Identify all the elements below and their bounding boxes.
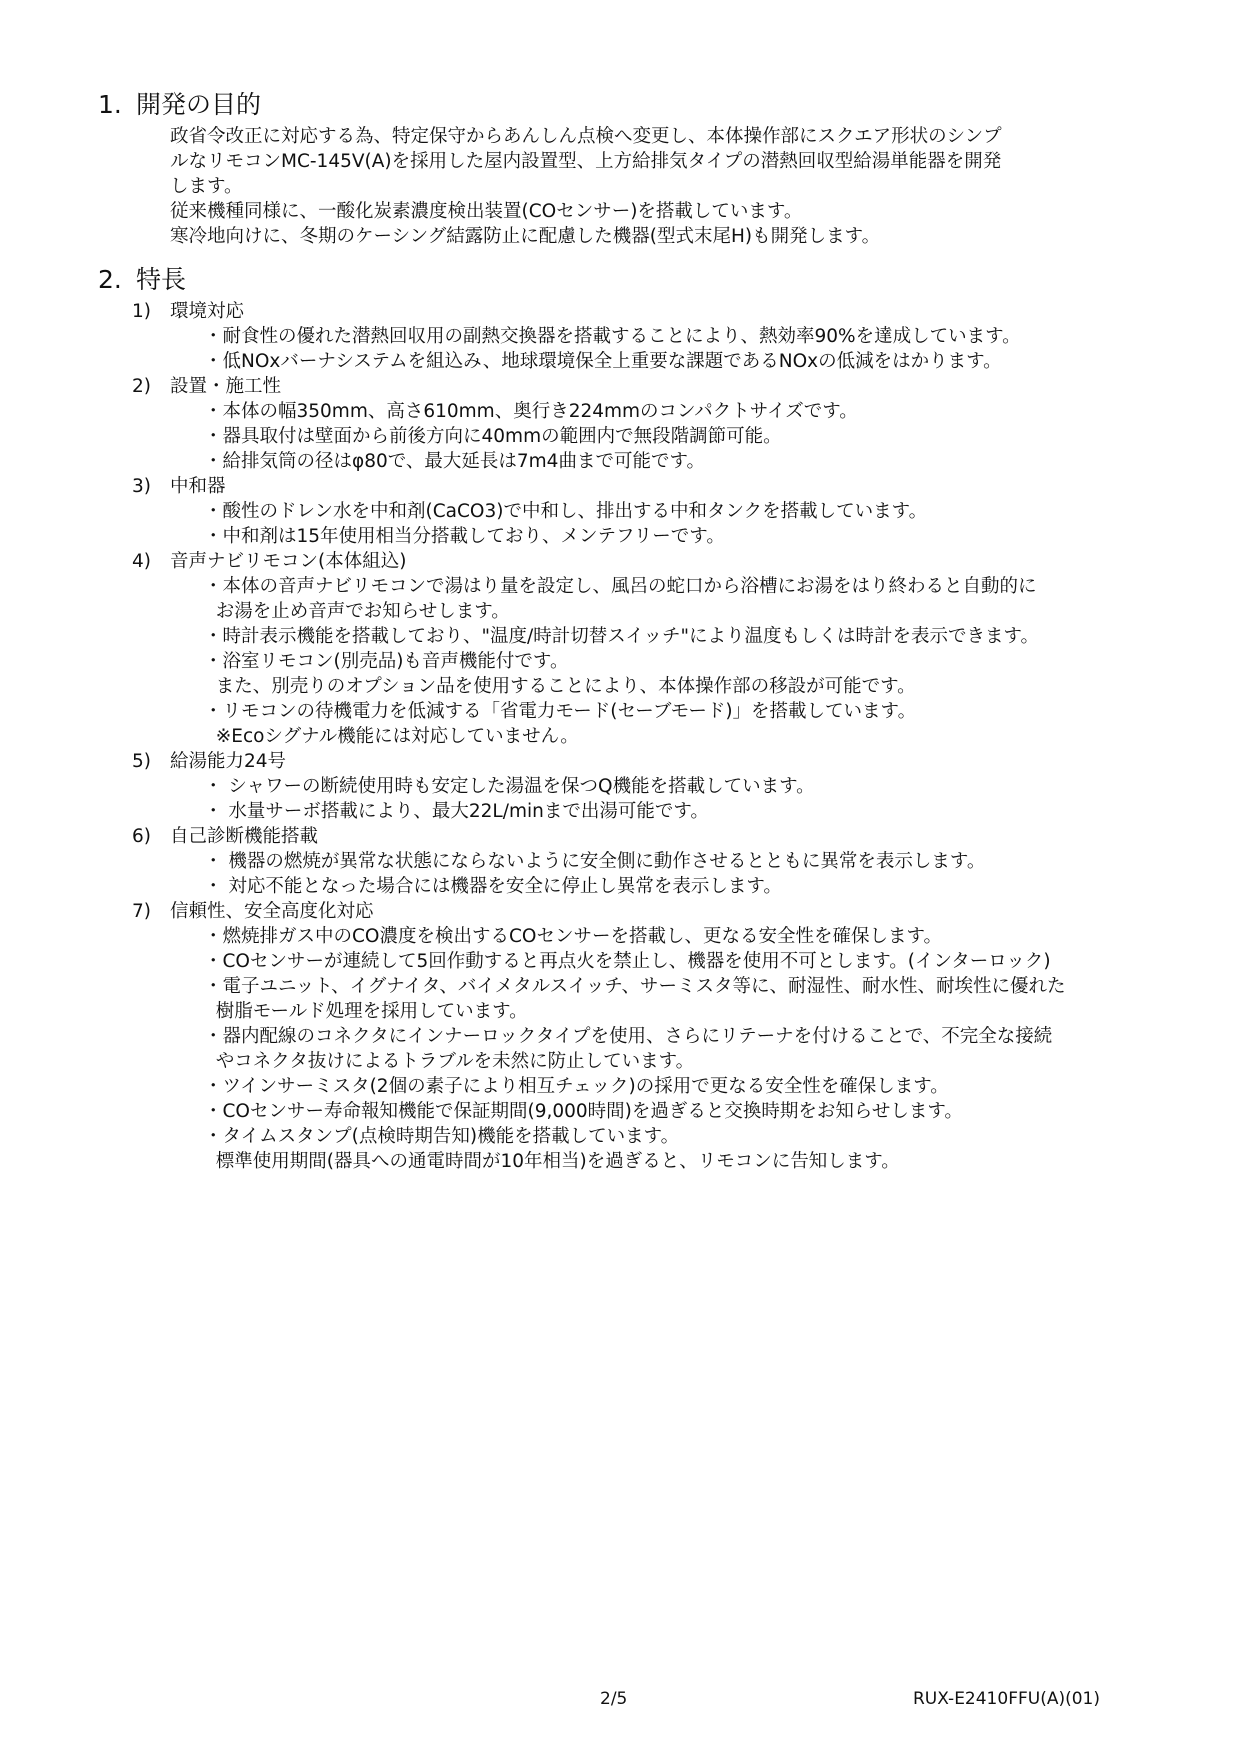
- feature-title: 音声ナビリモコン(本体組込): [170, 551, 407, 572]
- feature-title: 中和器: [170, 476, 226, 497]
- feature-item-neutralizer: [132, 474, 1158, 549]
- bullet-line: ・器内配線のコネクタにインナーロックタイプを使用、さらにリテーナを付けることで、不完全な接続: [204, 1026, 1053, 1047]
- feature-number: 4): [132, 551, 151, 572]
- feature-title: 自己診断機能搭載: [170, 826, 319, 847]
- feature-number: 5): [132, 751, 151, 772]
- bullet-line: やコネクタ抜けによるトラブルを未然に防止しています。: [204, 1051, 695, 1072]
- section-number: 1.: [98, 90, 122, 119]
- bullet-line: ・電子ユニット、イグナイタ、バイメタルスイッチ、サーミスタ等に、耐湿性、耐水性、耐埃性に優れた: [204, 976, 1066, 997]
- paragraph-line: します。: [170, 176, 243, 197]
- feature-heading: [132, 474, 1158, 499]
- bullet-line: ・ツインサーミスタ(2個の素子により相互チェック)の採用で更なる安全性を確保します。: [204, 1076, 949, 1097]
- feature-item-environment: [132, 299, 1158, 374]
- bullet-line: ※Ecoシグナル機能には対応していません。: [204, 726, 579, 747]
- bullet-line: ・中和剤は15年使用相当分搭載しており、メンテフリーです。: [204, 526, 725, 547]
- bullet-line: ・本体の幅350mm、高さ610mm、奥行き224mmのコンパクトサイズです。: [204, 401, 858, 422]
- section-heading: [98, 88, 1158, 122]
- bullet-line: ・耐食性の優れた潜熱回収用の副熱交換器を搭載することにより、熱効率90%を達成しています。: [204, 326, 1021, 347]
- paragraph-line: 従来機種同様に、一酸化炭素濃度検出装置(COセンサー)を搭載しています。: [170, 201, 803, 222]
- feature-number: 2): [132, 376, 151, 397]
- bullet-line: ・リモコンの待機電力を低減する「省電力モード(セーブモード)」を搭載しています。: [204, 701, 917, 722]
- document-code: RUX-E2410FFU(A)(01): [913, 1689, 1100, 1709]
- feature-item-capacity: [132, 749, 1158, 824]
- bullet-line: お湯を止め音声でお知らせします。: [204, 601, 510, 622]
- bullet-line: 樹脂モールド処理を採用しています。: [204, 1001, 528, 1022]
- bullet-line: ・COセンサー寿命報知機能で保証期間(9,000時間)を過ぎると交換時期をお知らせします。: [204, 1101, 963, 1122]
- section-title: 特長: [136, 265, 187, 294]
- bullet-line: また、別売りのオプション品を使用することにより、本体操作部の移設が可能です。: [204, 676, 916, 697]
- bullet-line: ・ 水量サーボ搭載により、最大22L/minまで出湯可能です。: [204, 801, 709, 822]
- feature-number: 7): [132, 901, 151, 922]
- bullet-line: ・ 機器の燃焼が異常な状態にならないように安全側に動作させるとともに異常を表示します。: [204, 851, 986, 872]
- feature-number: 1): [132, 301, 151, 322]
- bullet-line: ・本体の音声ナビリモコンで湯はり量を設定し、風呂の蛇口から浴槽にお湯をはり終わると自動的に: [204, 576, 1037, 597]
- bullet-line: ・COセンサーが連続して5回作動すると再点火を禁止し、機器を使用不可とします。(インターロック): [204, 951, 1051, 972]
- feature-number: 3): [132, 476, 151, 497]
- section-features: [98, 263, 1158, 1174]
- bullet-line: ・時計表示機能を搭載しており、"温度/時計切替スイッチ"により温度もしくは時計を表示できます。: [204, 626, 1040, 647]
- section-number: 2.: [98, 265, 122, 294]
- section-purpose: [98, 88, 1158, 249]
- feature-bullets: [204, 399, 1158, 474]
- feature-item-reliability: [132, 899, 1158, 1174]
- document-body: [98, 88, 1158, 1188]
- feature-heading: [132, 299, 1158, 324]
- section-heading: [98, 263, 1158, 297]
- bullet-line: 標準使用期間(器具への通電時間が10年相当)を過ぎると、リモコンに告知します。: [204, 1151, 900, 1172]
- purpose-paragraph: [170, 124, 1158, 249]
- bullet-line: ・給排気筒の径はφ80で、最大延長は7m4曲まで可能です。: [204, 451, 705, 472]
- feature-bullets: [204, 924, 1158, 1174]
- feature-bullets: [204, 774, 1158, 824]
- feature-bullets: [204, 324, 1158, 374]
- feature-title: 環境対応: [170, 301, 245, 322]
- paragraph-line: 政省令改正に対応する為、特定保守からあんしん点検へ変更し、本体操作部にスクエア形状のシンプ: [170, 126, 1002, 147]
- feature-item-self-diagnosis: [132, 824, 1158, 899]
- bullet-line: ・ 対応不能となった場合には機器を安全に停止し異常を表示します。: [204, 876, 782, 897]
- feature-item-installation: [132, 374, 1158, 474]
- feature-title: 設置・施工性: [170, 376, 282, 397]
- feature-heading: [132, 374, 1158, 399]
- bullet-line: ・ シャワーの断続使用時も安定した湯温を保つQ機能を搭載しています。: [204, 776, 815, 797]
- feature-heading: [132, 749, 1158, 774]
- feature-heading: [132, 549, 1158, 574]
- page-number: 2/5: [600, 1689, 628, 1709]
- bullet-line: ・器具取付は壁面から前後方向に40mmの範囲内で無段階調節可能。: [204, 426, 782, 447]
- paragraph-line: ルなリモコンMC-145V(A)を採用した屋内設置型、上方給排気タイプの潜熱回収型給湯単能器を開発: [170, 151, 1002, 172]
- feature-bullets: [204, 574, 1158, 749]
- bullet-line: ・燃焼排ガス中のCO濃度を検出するCOセンサーを搭載し、更なる安全性を確保します。: [204, 926, 942, 947]
- bullet-line: ・タイムスタンプ(点検時期告知)機能を搭載しています。: [204, 1126, 680, 1147]
- feature-heading: [132, 899, 1158, 924]
- feature-number: 6): [132, 826, 151, 847]
- feature-bullets: [204, 849, 1158, 899]
- paragraph-line: 寒冷地向けに、冬期のケーシング結露防止に配慮した機器(型式末尾H)も開発します。: [170, 226, 881, 247]
- section-title: 開発の目的: [136, 90, 262, 119]
- feature-item-voice-remote: [132, 549, 1158, 749]
- bullet-line: ・酸性のドレン水を中和剤(CaCO3)で中和し、排出する中和タンクを搭載しています。: [204, 501, 928, 522]
- bullet-line: ・浴室リモコン(別売品)も音声機能付です。: [204, 651, 569, 672]
- feature-title: 信頼性、安全高度化対応: [170, 901, 374, 922]
- feature-title: 給湯能力24号: [170, 751, 287, 772]
- feature-heading: [132, 824, 1158, 849]
- bullet-line: ・低NOxバーナシステムを組込み、地球環境保全上重要な課題であるNOxの低減をはかります。: [204, 351, 1002, 372]
- feature-bullets: [204, 499, 1158, 549]
